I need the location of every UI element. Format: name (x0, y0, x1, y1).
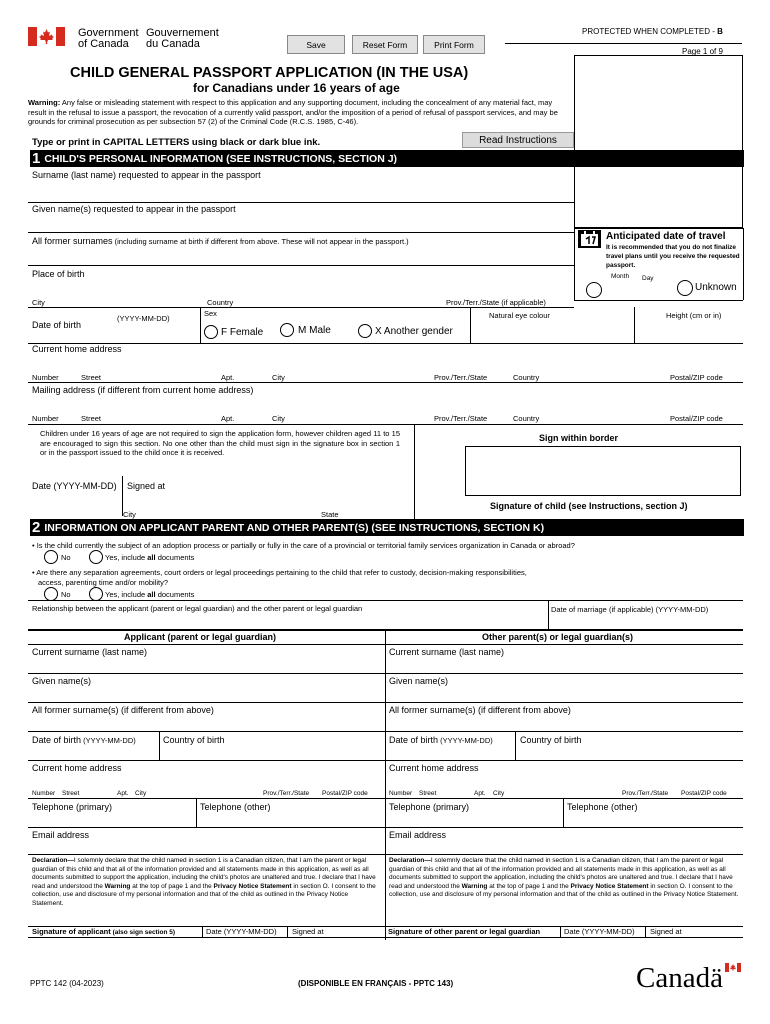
save-button[interactable]: Save (287, 35, 345, 54)
other-sig-date-label: Date (YYYY-MM-DD) (564, 927, 635, 936)
applicant-given-label: Given name(s) (32, 676, 92, 686)
canada-flag-icon (28, 27, 65, 46)
mailing-address-input[interactable] (30, 397, 742, 413)
applicant-addr-apt-label: Apt. (117, 790, 129, 797)
adoption-no-radio[interactable] (44, 550, 58, 564)
addr-city-label: City (272, 373, 285, 382)
other-signature-label: Signature of other parent or legal guardian (388, 927, 541, 936)
other-given-input[interactable] (387, 688, 742, 702)
birth-prov-label: Prov./Terr./State (if applicable) (446, 298, 546, 307)
applicant-country-birth-input[interactable] (161, 746, 383, 759)
sig-city-label: City (123, 510, 136, 519)
custody-question-line1: • Are there any separation agreements, court orders or legal proceedings pertaining to the child that refer to custody, decision-making responsibilities, (32, 568, 527, 577)
other-former-label: All former surname(s) (if different from above) (389, 705, 571, 715)
other-surname-input[interactable] (387, 659, 742, 673)
calendar-icon (578, 230, 601, 248)
mail-postal-label: Postal/ZIP code (670, 414, 723, 423)
sign-within-border-label: Sign within border (539, 433, 618, 443)
read-instructions-button[interactable]: Read Instructions (462, 132, 574, 148)
print-form-button[interactable]: Print Form (423, 35, 485, 54)
gov-en-line2: of Canada (78, 38, 129, 50)
applicant-email-input[interactable] (30, 842, 383, 854)
child-signature-box[interactable] (465, 446, 741, 496)
other-email-input[interactable] (387, 842, 742, 854)
eye-colour-label: Natural eye colour (489, 311, 550, 320)
child-given-input[interactable] (30, 215, 574, 232)
addr-number-label: Number (32, 373, 59, 382)
mail-country-label: Country (513, 414, 540, 423)
place-of-birth-label: Place of birth (32, 269, 85, 279)
sex-female-radio[interactable] (204, 325, 218, 339)
marriage-date-label: Date of marriage (if applicable) (YYYY-MM-DD) (551, 605, 709, 614)
travel-date-input[interactable] (606, 282, 674, 298)
other-tel-other-input[interactable] (565, 813, 742, 826)
adoption-no-label: No (61, 553, 71, 562)
dob-input[interactable] (110, 323, 198, 341)
child-signed-at-input[interactable] (124, 493, 412, 509)
mail-apt-label: Apt. (221, 414, 235, 423)
former-surnames-label: All former surnames (including surname at birth if different from above. These will not appear in the passport.) (32, 236, 409, 246)
addr-country-label: Country (513, 373, 540, 382)
sex-another-label: X Another gender (375, 326, 453, 337)
other-email-label: Email address (389, 830, 447, 840)
canada-wordmark: Canadä (636, 962, 723, 994)
french-availability: (DISPONIBLE EN FRANÇAIS - PPTC 143) (298, 979, 454, 988)
other-declaration: Declaration—I solemnly declare that the child named in section 1 is a Canadian citizen, that I am the parent or legal guardian of this child and that all of the information provided and all statements made in this application, as well as all documents submitted to support the application, including the child's photos are unaltered and true. I declare that I have read and understood the Warning at the top of page 1 and the Privacy Notice Statement in section O. I consent to the collection, use and disclosure of my personal information and that of the child as outlined in the Privacy Notice Statement. (389, 857, 739, 899)
height-input[interactable] (636, 322, 743, 341)
height-label: Height (cm or in) (666, 311, 722, 320)
current-address-label: Current home address (32, 344, 122, 354)
child-given-label: Given name(s) requested to appear in the passport (32, 204, 236, 214)
applicant-country-birth-label: Country of birth (163, 735, 225, 745)
section2-header: 2 INFORMATION ON APPLICANT PARENT AND OTHER PARENT(S) (SEE INSTRUCTIONS, SECTION K) (30, 519, 744, 536)
applicant-addr-city-label: City (135, 790, 147, 797)
applicant-surname-label: Current surname (last name) (32, 647, 148, 657)
applicant-former-input[interactable] (30, 717, 383, 731)
applicant-signed-at-label: Signed at (292, 927, 324, 936)
applicant-declaration: Declaration—I solemnly declare that the child named in section 1 is a Canadian citizen, that I am the parent or legal guardian of this child and that all of the information provided and all statements made in this application, as well as all documents submitted to support the application, including the child's photos are unaltered and true. I declare that I have read and understood the Warning at the top of page 1 and the Privacy Notice Statement in section O. I consent to the collection, use and disclosure of my personal information and that of the child as outlined in the Privacy Notice Statement. (32, 857, 376, 907)
birth-prov-input[interactable] (448, 282, 574, 297)
capital-letters-note: Type or print in CAPITAL LETTERS using black or dark blue ink. (32, 137, 321, 148)
dob-format-label: (YYYY-MM-DD) (117, 314, 170, 323)
other-given-label: Given name(s) (389, 676, 449, 686)
other-tel-other-label: Telephone (other) (567, 802, 638, 812)
applicant-address-label: Current home address (32, 763, 122, 773)
other-addr-postal-label: Postal/ZIP code (681, 790, 727, 797)
other-signature-input[interactable] (387, 914, 742, 926)
other-addr-number-label: Number (389, 790, 413, 797)
child-surname-label: Surname (last name) requested to appear in the passport (32, 170, 261, 180)
applicant-tel-primary-input[interactable] (30, 813, 194, 826)
applicant-email-label: Email address (32, 830, 90, 840)
birth-city-input[interactable] (30, 282, 206, 297)
current-address-input[interactable] (30, 356, 742, 372)
birth-country-input[interactable] (207, 282, 447, 297)
gov-en-line1: Government (78, 27, 139, 39)
marriage-date-input[interactable] (550, 614, 742, 628)
form-number: PPTC 142 (04-2023) (30, 979, 104, 988)
applicant-given-input[interactable] (30, 688, 383, 702)
custody-no-radio[interactable] (44, 587, 58, 601)
sex-male-radio[interactable] (280, 323, 294, 337)
applicant-signature-label: Signature of applicant (also sign section 5) (32, 927, 176, 936)
relationship-input[interactable] (30, 614, 546, 628)
child-sign-date-input[interactable] (30, 493, 120, 509)
child-signature-label: Signature of child (see Instructions, section J) (490, 501, 688, 511)
mail-street-label: Street (81, 414, 102, 423)
child-surname-input[interactable] (30, 181, 574, 203)
custody-question-line2: access, parenting time and/or mobility? (38, 578, 169, 587)
sig-state-label: State (321, 510, 339, 519)
applicant-addr-number-label: Number (32, 790, 56, 797)
travel-day-label: Day (642, 275, 654, 282)
other-former-input[interactable] (387, 717, 742, 731)
other-address-input[interactable] (387, 775, 742, 789)
applicant-surname-input[interactable] (30, 659, 383, 673)
reset-form-button[interactable]: Reset Form (352, 35, 418, 54)
wordmark-flag-icon (725, 963, 741, 972)
unknown-label: Unknown (695, 282, 737, 293)
applicant-signature-input[interactable] (30, 914, 383, 926)
applicant-addr-prov-label: Prov./Terr./State (263, 790, 310, 797)
other-country-birth-input[interactable] (517, 746, 742, 759)
mail-city-label: City (272, 414, 285, 423)
applicant-dob-input[interactable] (30, 746, 157, 759)
custody-no-label: No (61, 590, 71, 599)
travel-date-note: It is recommended that you do not finalize travel plans until you receive the requested passport. (606, 244, 740, 269)
addr-apt-label: Apt. (221, 373, 235, 382)
other-tel-primary-input[interactable] (387, 813, 561, 826)
other-country-birth-label: Country of birth (520, 735, 582, 745)
children-signing-note: Children under 16 years of age are not required to sign the application form, however children aged 11 to 15 are encouraged to sign this section. No one other than the child must sign in the signature box in section 1 or in the passport issued to the child once it is received. (40, 429, 400, 457)
other-dob-input[interactable] (387, 746, 513, 759)
eye-colour-input[interactable] (472, 322, 632, 341)
other-addr-apt-label: Apt. (474, 790, 486, 797)
birth-country-label: Country (207, 298, 234, 307)
other-address-label: Current home address (389, 763, 479, 773)
form-title: CHILD GENERAL PASSPORT APPLICATION (IN THE USA) (70, 65, 469, 81)
file-number-box[interactable] (574, 55, 743, 228)
date-sign-label: Date (YYYY-MM-DD) (32, 481, 117, 491)
signed-at-label: Signed at (127, 481, 166, 491)
applicant-column-heading: Applicant (parent or legal guardian) (124, 632, 277, 642)
applicant-sig-date-label: Date (YYYY-MM-DD) (206, 927, 277, 936)
adoption-yes-label: Yes, include all documents (105, 553, 195, 562)
travel-date-radio[interactable] (586, 282, 602, 298)
sex-another-radio[interactable] (358, 324, 372, 338)
sex-female-label: F Female (221, 327, 264, 338)
gov-fr-line1: Gouvernement (146, 27, 219, 39)
mail-prov-label: Prov./Terr./State (434, 414, 488, 423)
other-parent-column-heading: Other parent(s) or legal guardian(s) (482, 632, 634, 642)
addr-prov-label: Prov./Terr./State (434, 373, 488, 382)
applicant-tel-primary-label: Telephone (primary) (32, 802, 113, 812)
applicant-dob-label: Date of birth (YYYY-MM-DD) (32, 735, 136, 745)
page-number: Page 1 of 9 (682, 47, 723, 56)
warning-text: Warning: Any false or misleading statement with respect to this application and any supporting document, including the concealment of any material fact, may result in the refusal to issue a passport, the revocation of a currently valid passport, and/or the imposition of a period of refusal of passport services, and may be grounds for criminal prosecution as per subsection 57 (2) of the Criminal Code (R.C.S. 1985, C-46). (28, 98, 558, 126)
other-dob-label: Date of birth (YYYY-MM-DD) (389, 735, 493, 745)
applicant-address-input[interactable] (30, 775, 383, 789)
addr-postal-label: Postal/ZIP code (670, 373, 723, 382)
other-addr-city-label: City (493, 790, 505, 797)
other-surname-label: Current surname (last name) (389, 647, 505, 657)
sex-male-label: M Male (298, 325, 331, 336)
travel-date-title: Anticipated date of travel (606, 231, 726, 242)
gov-fr-line2: du Canada (146, 38, 200, 50)
applicant-addr-postal-label: Postal/ZIP code (322, 790, 368, 797)
section1-header: 1 CHILD'S PERSONAL INFORMATION (SEE INSTRUCTIONS, SECTION J) (30, 150, 744, 167)
applicant-addr-street-label: Street (62, 790, 80, 797)
adoption-yes-radio[interactable] (89, 550, 103, 564)
custody-yes-label: Yes, include all documents (105, 590, 195, 599)
birth-city-label: City (32, 298, 45, 307)
other-addr-prov-label: Prov./Terr./State (622, 790, 669, 797)
relationship-label: Relationship between the applicant (parent or legal guardian) and the other parent or legal guardian (32, 604, 363, 613)
mail-number-label: Number (32, 414, 59, 423)
sex-label: Sex (204, 309, 217, 318)
other-tel-primary-label: Telephone (primary) (389, 802, 470, 812)
adoption-question: • Is the child currently the subject of an adoption process or partially or fully in the care of a provincial or territorial family services organization in Canada or abroad? (32, 541, 575, 550)
addr-street-label: Street (81, 373, 102, 382)
applicant-tel-other-label: Telephone (other) (200, 802, 271, 812)
custody-yes-radio[interactable] (89, 587, 103, 601)
protected-notice: PROTECTED WHEN COMPLETED - B (582, 27, 723, 36)
travel-month-label: Month (611, 273, 630, 280)
mailing-address-label: Mailing address (if different from current home address) (32, 385, 254, 395)
other-addr-street-label: Street (419, 790, 437, 797)
unknown-travel-radio[interactable] (677, 280, 693, 296)
applicant-tel-other-input[interactable] (198, 813, 383, 826)
dob-label: Date of birth (32, 320, 82, 330)
form-subtitle: for Canadians under 16 years of age (193, 81, 400, 95)
applicant-former-label: All former surname(s) (if different from above) (32, 705, 214, 715)
other-signed-at-label: Signed at (650, 927, 682, 936)
former-surnames-input[interactable] (30, 248, 574, 265)
